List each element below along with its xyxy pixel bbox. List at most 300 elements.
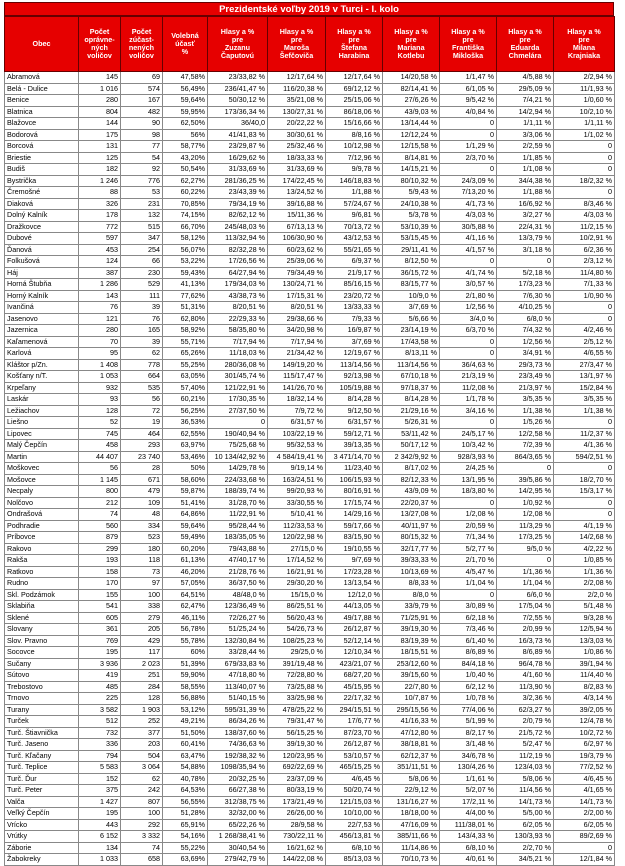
value-cell: 95/28,44 % <box>208 520 268 532</box>
municipality-cell: Liešno <box>5 417 79 429</box>
value-cell: 2/3,12 % <box>554 256 615 268</box>
value-cell: 1 145 <box>79 474 121 486</box>
value-cell: 5/10,41 % <box>268 509 326 521</box>
value-cell: 62 <box>121 773 163 785</box>
value-cell: 0 <box>440 497 497 509</box>
value-cell: 29/25,0 % <box>268 647 326 659</box>
value-cell: 0 <box>497 555 554 567</box>
table-row <box>5 647 615 659</box>
value-cell: 17/26,56 % <box>208 256 268 268</box>
value-cell: 13/1,97 % <box>554 371 615 383</box>
value-cell: 3/5,35 % <box>497 394 554 406</box>
value-cell: 27/3,47 % <box>554 359 615 371</box>
value-cell: 595/31,39 % <box>208 704 268 716</box>
municipality-cell: Jazernica <box>5 325 79 337</box>
value-cell: 0 <box>554 842 615 854</box>
value-cell: 47/12,80 % <box>383 727 440 739</box>
value-cell: 24/5,17 % <box>440 428 497 440</box>
value-cell: 4/1,73 % <box>440 198 497 210</box>
municipality-cell: Briestie <box>5 152 79 164</box>
value-cell: 13/1,95 % <box>440 474 497 486</box>
table-row <box>5 785 615 797</box>
value-cell: 387 <box>79 267 121 279</box>
value-cell: 326 <box>79 198 121 210</box>
value-cell: 361 <box>79 624 121 636</box>
municipality-cell: Benice <box>5 95 79 107</box>
value-cell: 62,27% <box>163 175 208 187</box>
value-cell: 113/14,56 % <box>383 359 440 371</box>
value-cell: 75/25,68 % <box>208 440 268 452</box>
table-row <box>5 72 615 84</box>
value-cell: 17/30,35 % <box>208 394 268 406</box>
table-row <box>5 325 615 337</box>
table-row <box>5 601 615 613</box>
value-cell: 1/1,88 % <box>326 187 383 199</box>
value-cell: 14/15,21 % <box>383 164 440 176</box>
value-cell: 456/13,81 % <box>326 831 383 843</box>
value-cell: 83/19,39 % <box>383 635 440 647</box>
value-cell: 225 <box>79 693 121 705</box>
value-cell: 103/22,19 % <box>268 428 326 440</box>
value-cell: 167 <box>121 95 163 107</box>
value-cell: 56,49% <box>163 83 208 95</box>
value-cell: 12/1,84 % <box>554 854 615 866</box>
value-cell: 54,88% <box>163 762 208 774</box>
value-cell: 1/1,47 % <box>440 72 497 84</box>
municipality-cell: Nolčovo <box>5 497 79 509</box>
column-header-line: pre <box>231 35 244 44</box>
value-cell: 123/4,03 % <box>497 762 554 774</box>
municipality-cell: Turč. Jaseno <box>5 739 79 751</box>
value-cell: 6/2,18 % <box>440 612 497 624</box>
value-cell: 351/11,51 % <box>383 762 440 774</box>
value-cell: 1/2,56 % <box>497 336 554 348</box>
value-cell: 5/2,77 % <box>440 543 497 555</box>
column-header-line: Zuzanu <box>224 43 251 52</box>
value-cell: 92/13,98 % <box>326 371 383 383</box>
value-cell: 33/28,44 % <box>208 647 268 659</box>
value-cell: 74/36,63 % <box>208 739 268 751</box>
value-cell: 61,13% <box>163 555 208 567</box>
value-cell: 4/2,46 % <box>554 325 615 337</box>
municipality-cell: Slov. Pravno <box>5 635 79 647</box>
table-body <box>5 72 615 866</box>
value-cell: 39/19,30 % <box>268 739 326 751</box>
value-cell: 0 <box>440 336 497 348</box>
value-cell: 18/2,70 % <box>554 474 615 486</box>
value-cell: 2/2,00 % <box>554 808 615 820</box>
value-cell: 4/0,84 % <box>440 106 497 118</box>
value-cell: 0 <box>497 463 554 475</box>
value-cell: 5/2,18 % <box>497 267 554 279</box>
value-cell: 39/2,05 % <box>554 704 615 716</box>
value-cell: 4/1,65 % <box>554 785 615 797</box>
table-row <box>5 141 615 153</box>
value-cell: 465/15,25 % <box>326 762 383 774</box>
table-row <box>5 762 615 774</box>
value-cell: 57/24,67 % <box>326 198 383 210</box>
value-cell: 13/14,44 % <box>383 118 440 130</box>
column-header-line: Hlasy a % <box>508 27 542 36</box>
value-cell: 50% <box>163 463 208 475</box>
value-cell: 56,55% <box>163 796 208 808</box>
value-cell: 3/1,18 % <box>497 244 554 256</box>
value-cell: 692/22,69 % <box>268 762 326 774</box>
value-cell: 53 <box>121 187 163 199</box>
value-cell: 385/11,66 % <box>383 831 440 843</box>
value-cell: 22/4,31 % <box>497 221 554 233</box>
value-cell: 377 <box>121 727 163 739</box>
table-row <box>5 405 615 417</box>
value-cell: 63,47% <box>163 750 208 762</box>
value-cell: 9/5,42 % <box>440 95 497 107</box>
value-cell: 97/18,37 % <box>383 382 440 394</box>
value-cell: 21/9,17 % <box>326 267 383 279</box>
value-cell: 1 016 <box>79 83 121 95</box>
value-cell: 23/20,72 % <box>326 290 383 302</box>
value-cell: 1/2,08 % <box>497 509 554 521</box>
value-cell: 334 <box>121 520 163 532</box>
value-cell: 231 <box>121 198 163 210</box>
table-row <box>5 417 615 429</box>
value-cell: 15/11,36 % <box>268 210 326 222</box>
value-cell: 485 <box>79 681 121 693</box>
value-cell: 44/13,05 % <box>326 601 383 613</box>
value-cell: 1/1,02 % <box>554 129 615 141</box>
value-cell: 54 <box>121 152 163 164</box>
value-cell: 3/4,0 % <box>440 313 497 325</box>
value-cell: 4/6,45 % <box>554 773 615 785</box>
value-cell: 671 <box>121 474 163 486</box>
table-row <box>5 532 615 544</box>
municipality-cell: Necpaly <box>5 486 79 498</box>
value-cell: 23/14,19 % <box>383 325 440 337</box>
municipality-cell: Trnovo <box>5 693 79 705</box>
value-cell: 6 152 <box>79 831 121 843</box>
value-cell: 8/6,89 % <box>440 647 497 659</box>
value-cell: 22/9,12 % <box>383 785 440 797</box>
value-cell: 12/12,0 % <box>326 589 383 601</box>
value-cell: 62,50% <box>163 118 208 130</box>
municipality-cell: Moškovec <box>5 463 79 475</box>
municipality-cell: Blatnica <box>5 106 79 118</box>
value-cell: 48 <box>121 509 163 521</box>
value-cell: 12/15,58 % <box>383 141 440 153</box>
value-cell: 4/3,03 % <box>554 210 615 222</box>
value-cell: 175 <box>79 129 121 141</box>
column-header-line: pre <box>290 35 303 44</box>
value-cell: 27/6,26 % <box>383 95 440 107</box>
value-cell: 4/6,55 % <box>554 348 615 360</box>
value-cell: 144 <box>79 118 121 130</box>
value-cell: 74 <box>121 842 163 854</box>
value-cell: 336 <box>79 739 121 751</box>
table-row <box>5 819 615 831</box>
value-cell: 50/20,74 % <box>326 785 383 797</box>
value-cell: 69 <box>121 72 163 84</box>
value-cell: 145 <box>79 72 121 84</box>
value-cell: 53,46% <box>163 451 208 463</box>
value-cell: 31/33,69 % <box>268 164 326 176</box>
value-cell: 22/7,53 % <box>326 819 383 831</box>
value-cell: 2/5,12 % <box>554 336 615 348</box>
value-cell: 100 <box>121 589 163 601</box>
value-cell: 5/3,78 % <box>383 210 440 222</box>
value-cell: 1/0,40 % <box>440 670 497 682</box>
value-cell: 535 <box>121 382 163 394</box>
value-cell: 31/28,70 % <box>208 497 268 509</box>
value-cell: 0 <box>440 118 497 130</box>
value-cell: 63,69% <box>163 854 208 866</box>
municipality-cell: Mošovce <box>5 474 79 486</box>
table-row <box>5 187 615 199</box>
value-cell: 58,77% <box>163 141 208 153</box>
table-row <box>5 313 615 325</box>
value-cell: 40/11,97 % <box>383 520 440 532</box>
value-cell: 32/17,77 % <box>383 543 440 555</box>
column-header-line: Hlasy a % <box>394 27 428 36</box>
value-cell: 182 <box>79 164 121 176</box>
value-cell: 130/24,71 % <box>268 279 326 291</box>
value-cell: 59,43% <box>163 267 208 279</box>
value-cell: 36/15,72 % <box>383 267 440 279</box>
value-cell: 87/23,70 % <box>326 727 383 739</box>
value-cell: 36/37,50 % <box>208 578 268 590</box>
value-cell: 5/1,99 % <box>440 716 497 728</box>
value-cell: 16/6,92 % <box>497 198 554 210</box>
value-cell: 10/10,00 % <box>326 808 383 820</box>
value-cell: 4/3,03 % <box>440 210 497 222</box>
value-cell: 280 <box>79 95 121 107</box>
value-cell: 10/12,98 % <box>326 141 383 153</box>
column-header-line: Hlasy a % <box>337 27 371 36</box>
value-cell: 928/3,93 % <box>440 451 497 463</box>
column-header <box>79 17 121 72</box>
municipality-cell: Malý Čepčín <box>5 440 79 452</box>
table-row <box>5 382 615 394</box>
value-cell: 69/12,12 % <box>326 83 383 95</box>
value-cell: 23/33,82 % <box>208 72 268 84</box>
table-row <box>5 624 615 636</box>
value-cell: 279/42,79 % <box>208 854 268 866</box>
value-cell: 14/29,78 % <box>208 463 268 475</box>
value-cell: 17/15,74 % <box>326 497 383 509</box>
column-header-line: Mikloška <box>452 51 484 60</box>
table-row <box>5 348 615 360</box>
table-row <box>5 371 615 383</box>
value-cell: 128 <box>121 693 163 705</box>
value-cell: 163/24,51 % <box>268 474 326 486</box>
municipality-cell: Bystrička <box>5 175 79 187</box>
column-header-line: voličov <box>87 51 112 60</box>
value-cell: 391/19,48 % <box>268 658 326 670</box>
municipality-cell: Laskár <box>5 394 79 406</box>
value-cell: 458 <box>79 440 121 452</box>
value-cell: 3/4,91 % <box>497 348 554 360</box>
value-cell: 22/7,80 % <box>383 681 440 693</box>
value-cell: 11/2,37 % <box>554 428 615 440</box>
column-header-line: Mariana <box>397 43 425 52</box>
value-cell: 224/33,68 % <box>208 474 268 486</box>
value-cell: 10/7,87 % <box>383 693 440 705</box>
value-cell: 6/2,05 % <box>497 819 554 831</box>
value-cell: 1/1,38 % <box>554 405 615 417</box>
value-cell: 86/34,26 % <box>208 716 268 728</box>
column-header-line: nených <box>128 43 155 52</box>
value-cell: 30/5,88 % <box>440 221 497 233</box>
value-cell: 5/1,48 % <box>554 601 615 613</box>
value-cell: 1 286 <box>79 279 121 291</box>
value-cell: 13/13,54 % <box>326 578 383 590</box>
table-row <box>5 497 615 509</box>
value-cell: 541 <box>79 601 121 613</box>
municipality-cell: Sútovo <box>5 670 79 682</box>
value-cell: 3/7,69 % <box>326 336 383 348</box>
value-cell: 10/2,72 % <box>554 727 615 739</box>
table-row <box>5 854 615 866</box>
table-row <box>5 796 615 808</box>
value-cell: 80/10,32 % <box>383 175 440 187</box>
value-cell: 4/3,14 % <box>554 693 615 705</box>
value-cell: 8/14,28 % <box>383 394 440 406</box>
value-cell: 55/21,65 % <box>326 244 383 256</box>
value-cell: 93 <box>79 394 121 406</box>
value-cell: 25/39,06 % <box>268 256 326 268</box>
value-cell: 529 <box>121 279 163 291</box>
value-cell: 8/20,51 % <box>208 302 268 314</box>
value-cell: 53/10,39 % <box>383 221 440 233</box>
value-cell: 39/15,60 % <box>383 670 440 682</box>
value-cell: 1/1,85 % <box>497 152 554 164</box>
table-title: Prezidentské voľby 2019 v Turci - I. kolo <box>4 2 614 16</box>
table-row <box>5 578 615 590</box>
value-cell: 17/14,52 % <box>268 555 326 567</box>
municipality-cell: Belá - Dulice <box>5 83 79 95</box>
value-cell: 55,25% <box>163 359 208 371</box>
value-cell: 281/36,25 % <box>208 175 268 187</box>
value-cell: 29/3,73 % <box>497 359 554 371</box>
column-header-line: Maroša <box>283 43 310 52</box>
value-cell: 515 <box>121 221 163 233</box>
value-cell: 15/3,17 % <box>554 486 615 498</box>
value-cell: 6/9,37 % <box>326 256 383 268</box>
value-cell: 33/25,98 % <box>268 693 326 705</box>
value-cell: 53/11,42 % <box>383 428 440 440</box>
value-cell: 4 584/19,41 % <box>268 451 326 463</box>
column-header-line: Štefana <box>341 43 367 52</box>
table-row <box>5 336 615 348</box>
value-cell: 56,88% <box>163 693 208 705</box>
value-cell: 143/4,33 % <box>440 831 497 843</box>
municipality-cell: Vrícko <box>5 819 79 831</box>
value-cell: 60,20% <box>163 543 208 555</box>
value-cell: 9/12,50 % <box>326 405 383 417</box>
value-cell: 11/2,19 % <box>497 750 554 762</box>
value-cell: 39 <box>121 336 163 348</box>
table-row <box>5 164 615 176</box>
value-cell: 165 <box>121 325 163 337</box>
column-header-line: % <box>181 47 189 56</box>
value-cell: 59/12,71 % <box>326 428 383 440</box>
value-cell: 236/41,47 % <box>208 83 268 95</box>
value-cell: 72/26,27 % <box>208 612 268 624</box>
value-cell: 59,49% <box>163 532 208 544</box>
column-header <box>383 17 440 72</box>
value-cell: 51/40,15 % <box>208 693 268 705</box>
value-cell: 59,87% <box>163 486 208 498</box>
value-cell: 77/2,52 % <box>554 762 615 774</box>
value-cell: 479 <box>121 486 163 498</box>
table-row <box>5 693 615 705</box>
column-header-line: Kotlebu <box>397 51 425 60</box>
column-header-line: Chmelára <box>508 51 542 60</box>
value-cell: 7/2,55 % <box>497 612 554 624</box>
value-cell: 6/6,0 % <box>497 589 554 601</box>
table-row <box>5 670 615 682</box>
value-cell: 43/38,73 % <box>208 290 268 302</box>
municipality-cell: Dražkovce <box>5 221 79 233</box>
column-header-line: pre <box>405 35 417 44</box>
value-cell: 59,64% <box>163 520 208 532</box>
value-cell: 12/17,64 % <box>326 72 383 84</box>
municipality-cell: Skl. Podzámok <box>5 589 79 601</box>
value-cell: 0 <box>554 313 615 325</box>
value-cell: 560 <box>79 520 121 532</box>
value-cell: 25/32,46 % <box>268 141 326 153</box>
value-cell: 0 <box>554 509 615 521</box>
value-cell: 141/26,70 % <box>268 382 326 394</box>
value-cell: 8/13,11 % <box>383 348 440 360</box>
value-cell: 7/13,20 % <box>440 187 497 199</box>
value-cell: 58,92% <box>163 325 208 337</box>
value-cell: 8/8,33 % <box>383 578 440 590</box>
value-cell: 1/1,36 % <box>497 566 554 578</box>
value-cell: 11/2,15 % <box>554 221 615 233</box>
value-cell: 22/17,32 % <box>326 693 383 705</box>
value-cell: 64,86% <box>163 509 208 521</box>
column-header-line: Počet <box>89 27 110 36</box>
value-cell: 6/8,10 % <box>326 842 383 854</box>
value-cell: 33/9,79 % <box>383 601 440 613</box>
municipality-cell: Turč. Peter <box>5 785 79 797</box>
municipality-cell: Príbovce <box>5 532 79 544</box>
value-cell: 193 <box>79 555 121 567</box>
value-cell: 3/0,57 % <box>440 279 497 291</box>
value-cell: 117 <box>121 647 163 659</box>
value-cell: 0 <box>440 129 497 141</box>
value-cell: 50/30,12 % <box>208 95 268 107</box>
value-cell: 23/37,09 % <box>268 773 326 785</box>
table-row <box>5 210 615 222</box>
value-cell: 1/1,11 % <box>554 118 615 130</box>
value-cell: 82/32,28 % <box>208 244 268 256</box>
municipality-cell: Turč. Teplice <box>5 762 79 774</box>
value-cell: 131/16,27 % <box>383 796 440 808</box>
value-cell: 932 <box>79 382 121 394</box>
value-cell: 180 <box>121 543 163 555</box>
value-cell: 12/17,64 % <box>268 72 326 84</box>
value-cell: 1/1,29 % <box>440 141 497 153</box>
municipality-cell: Rakša <box>5 555 79 567</box>
value-cell: 39/13,35 % <box>326 440 383 452</box>
value-cell: 132 <box>121 210 163 222</box>
value-cell: 804 <box>79 106 121 118</box>
value-cell: 80/15,32 % <box>383 532 440 544</box>
value-cell: 8/14,81 % <box>383 152 440 164</box>
value-cell: 83/15,90 % <box>326 532 383 544</box>
municipality-cell: Háj <box>5 267 79 279</box>
value-cell: 58,55% <box>163 681 208 693</box>
